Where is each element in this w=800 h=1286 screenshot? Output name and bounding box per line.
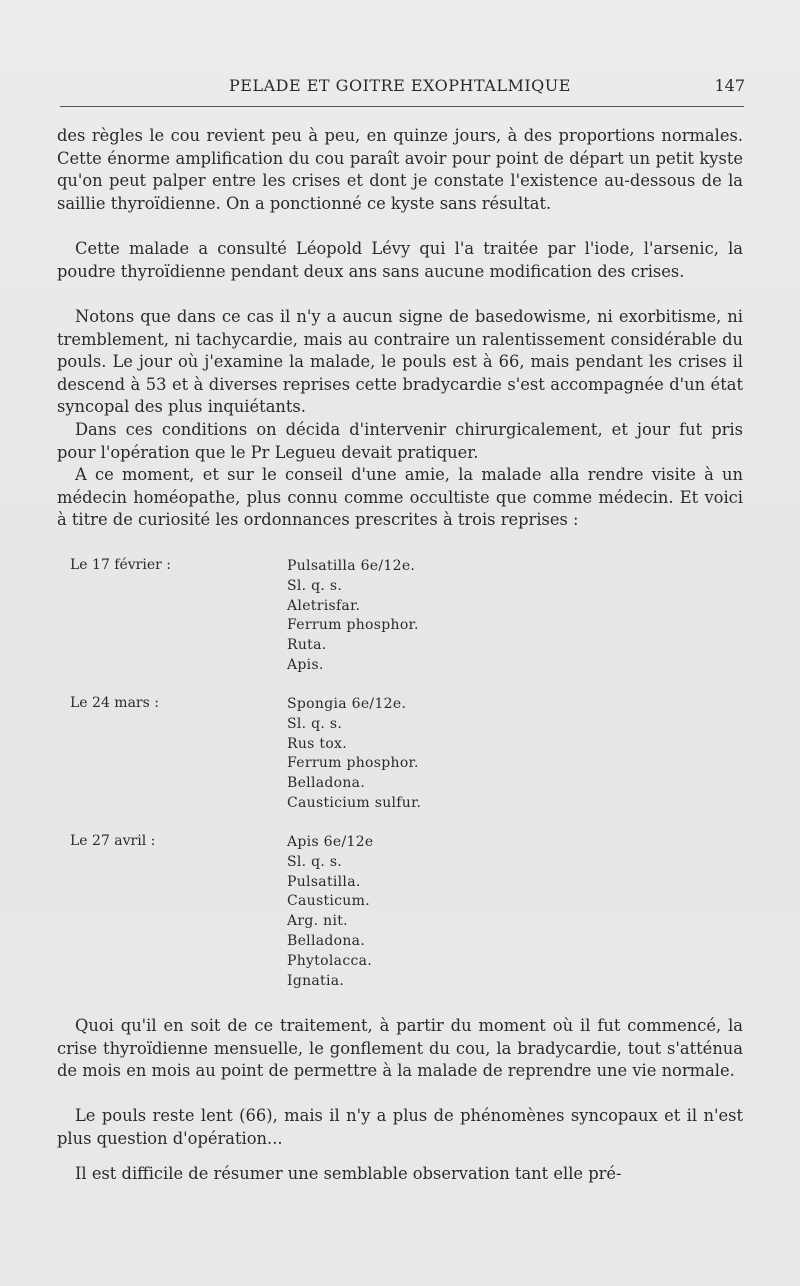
prescription-item: Pulsatilla.: [287, 873, 361, 890]
prescription-list: [287, 695, 421, 814]
prescription-item: Spongia 6e/12e.: [287, 696, 407, 712]
prescription-item: Sl. q. s.: [287, 715, 343, 732]
page-number: 147: [714, 76, 745, 95]
paragraph: Quoi qu'il en soit de ce traitement, à partir du moment où il fut commencé, la crise thyroïdienne mensuelle, le gonflement du cou, la bradycardie, tout s'atténua de mois en mois au point de permettre à la malade de reprendre une vie normale.: [57, 1016, 743, 1081]
paragraph: Cette malade a consulté Léopold Lévy qui l'a traitée par l'iode, l'arsenic, la poudre thyroïdienne pendant deux ans sans aucune modification des crises.: [57, 239, 743, 281]
paragraph: Notons que dans ce cas il n'y a aucun signe de basedowisme, ni exorbitisme, ni tremblement, ni tachycardie, mais au contraire un ralentissement considérable du pouls. Le jour où j'examine la malade, le pouls est à 66, mais pendant les crises il descend à 53 et à diverses reprises cette bradycardie s'est accompagnée d'un état syncopal des plus inquiétants.: [57, 307, 743, 417]
prescription-item: Causticium sulfur.: [287, 794, 422, 811]
prescription-item: Causticum.: [287, 893, 370, 910]
prescription-item: Sl. q. s.: [287, 853, 343, 870]
prescription-item: Aletrisfar.: [287, 597, 361, 614]
paragraph: Dans ces conditions on décida d'intervenir chirurgicalement, et jour fut pris pour l'opération que le Pr Legueu devait pratiquer.: [57, 420, 743, 462]
paragraph: des règles le cou revient peu à peu, en quinze jours, à des proportions normales. Cette énorme amplification du cou paraît avoir pour point de départ un petit kyste qu'on peut palper entre les crises et dont je constate l'existence au-dessous de la saillie thyroïdienne. On a ponctionné ce kyste sans résultat.: [57, 126, 743, 213]
prescription-item: Sl. q. s.: [287, 577, 343, 594]
running-title: PELADE ET GOITRE EXOPHTALMIQUE: [229, 76, 571, 95]
prescription-item: Ferrum phosphor.: [287, 617, 419, 634]
prescription-date: Le 27 avril :: [70, 833, 156, 849]
prescription-item: Apis.: [287, 656, 324, 673]
prescription-item: Ruta.: [287, 637, 327, 654]
paragraph: A ce moment, et sur le conseil d'une amie, la malade alla rendre visite à un médecin homéopathe, plus connu comme occultiste que comme médecin. Et voici à titre de curiosité les ordonnances prescrites à trois reprises :: [57, 465, 743, 530]
paragraph: Le pouls reste lent (66), mais il n'y a plus de phénomènes syncopaux et il n'est plus question d'opération...: [57, 1106, 743, 1148]
prescription-date: Le 17 février :: [70, 557, 171, 573]
prescription-item: Ignatia.: [287, 972, 345, 989]
page-header: [55, 74, 745, 98]
prescription-item: Pulsatilla 6e/12e.: [287, 558, 416, 574]
prescription-item: Belladona.: [287, 932, 366, 949]
prescription-item: Arg. nit.: [287, 913, 348, 930]
paragraph: Il est difficile de résumer une semblable observation tant elle pré-: [75, 1164, 622, 1183]
prescription-item: Ferrum phosphor.: [287, 755, 419, 772]
prescription-list: [287, 833, 374, 991]
prescription-item: Phytolacca.: [287, 952, 373, 969]
prescription-date: Le 24 mars :: [70, 695, 159, 711]
prescription-item: Rus tox.: [287, 735, 347, 752]
prescription-item: Apis 6e/12e: [287, 834, 374, 850]
header-rule: [60, 106, 744, 107]
prescription-list: [287, 557, 419, 676]
prescription-item: Belladona.: [287, 775, 366, 792]
